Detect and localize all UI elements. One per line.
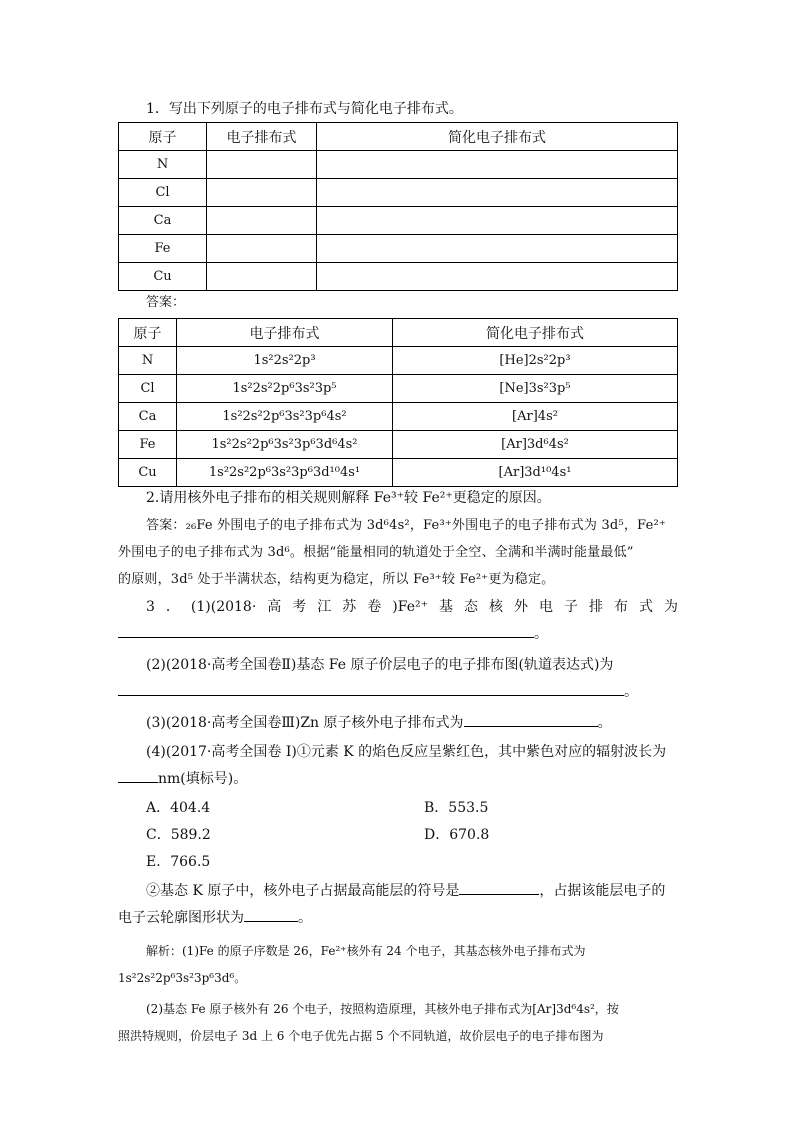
q1-row-cl [119, 179, 678, 207]
q1-blank-cell[interactable] [207, 151, 317, 179]
q3-part5-blank[interactable] [459, 880, 539, 895]
q1-header-atom: 原子 [119, 123, 207, 151]
q3-part4: (4)(2017·高考全国卷 Ⅰ)①元素 K 的焰色反应呈紫红色，其中紫色对应的辐射波长为 [146, 744, 667, 760]
analysis-line-2: 1s²2s²2p⁶3s²3p⁶3d⁶。 [118, 971, 247, 985]
q3-part2-answer-line [118, 679, 678, 706]
option-e[interactable]: E．766.5 [146, 854, 211, 870]
q1-header-row [119, 123, 678, 151]
q1-blank-cell[interactable] [317, 207, 678, 235]
q3-part3-line [118, 710, 678, 737]
option-a[interactable]: A．404.4 [146, 800, 211, 816]
answer-full-config: 1s²2s²2p⁶3s²3p⁶3d⁶4s² [177, 431, 393, 459]
answer-full-config: 1s²2s²2p⁶3s²3p⁶4s² [177, 403, 393, 431]
q3-part1-answer-line [118, 621, 678, 648]
answer-row [119, 459, 678, 487]
q1-prompt: 1．写出下列原子的电子排布式与简化电子排布式。 [146, 101, 463, 117]
q3-part3-end: 。 [597, 715, 612, 731]
q1-header-full: 电子排布式 [207, 123, 317, 151]
answer-short-config: [He]2s²2p³ [393, 347, 678, 375]
q1-blank-cell[interactable] [207, 207, 317, 235]
q1-blank-cell[interactable] [317, 179, 678, 207]
q1-header-short: 简化电子排布式 [317, 123, 678, 151]
answer-full-config: 1s²2s²2p³ [177, 347, 393, 375]
answer-full-config: 1s²2s²2p⁶3s²3p⁶3d¹⁰4s¹ [177, 459, 393, 487]
answer-atom: Fe [119, 431, 177, 459]
option-d[interactable]: D．670.8 [424, 827, 490, 843]
answer-row [119, 403, 678, 431]
q2-answer-line-3: 的原则，3d⁵ 处于半满状态，结构更为稳定，所以 Fe³⁺较 Fe²⁺更为稳定。 [118, 572, 555, 587]
answer-header-row [119, 319, 678, 347]
answer-atom: Ca [119, 403, 177, 431]
q3-part5-line [118, 878, 678, 905]
answer-short-config: [Ar]3d⁶4s² [393, 431, 678, 459]
q1-row-n [119, 151, 678, 179]
q1-atom: Fe [119, 235, 207, 263]
q2-prompt: 2.请用核外电子排布的相关规则解释 Fe³⁺较 Fe²⁺更稳定的原因。 [146, 490, 551, 506]
q3-part1-blank[interactable] [118, 623, 534, 638]
q3-options-row-1 [118, 795, 678, 822]
option-c[interactable]: C．589.2 [146, 827, 211, 843]
q3-part2-blank[interactable] [118, 681, 624, 696]
q1-blank-cell[interactable] [317, 263, 678, 291]
q3-options-row-2 [118, 822, 678, 849]
q1-row-ca [119, 207, 678, 235]
q3-part6-end: 。 [298, 910, 312, 926]
worksheet [118, 96, 678, 1050]
answer-atom: N [119, 347, 177, 375]
analysis-line-3: (2)基态 Fe 原子核外有 26 个电子，按照构造原理，其核外电子排布式为[Ar]3d⁶4s²，按 [146, 1002, 619, 1016]
answer-row [119, 347, 678, 375]
q1-table [118, 122, 678, 291]
answer-full-config: 1s²2s²2p⁶3s²3p⁵ [177, 375, 393, 403]
q3-part4-end: nm(填标号)。 [158, 771, 248, 787]
q3-part2: (2)(2018·高考全国卷Ⅱ)基态 Fe 原子价层电子的电子排布图(轨道表达式)为 [146, 657, 614, 673]
q3-options-row-3 [118, 849, 678, 876]
q3-part6-line [118, 905, 678, 932]
q1-blank-cell[interactable] [317, 235, 678, 263]
q3-part5-cont: ，占据该能层电子的 [539, 883, 666, 899]
analysis-line-4: 照洪特规则，价层电子 3d 上 6 个电子优先占据 5 个不同轨道，故价层电子的电子排布图为 [118, 1029, 604, 1043]
answer-short-config: [Ar]4s² [393, 403, 678, 431]
q3-part2-end: 。 [624, 684, 638, 700]
answer-short-config: [Ar]3d¹⁰4s¹ [393, 459, 678, 487]
answer-atom: Cl [119, 375, 177, 403]
q2-answer-line-1: 答案：₂₆Fe 外围电子的电子排布式为 3d⁶4s²，Fe³⁺外围电子的电子排布式为 3d⁵，Fe²⁺ [146, 518, 666, 533]
answer-row [119, 375, 678, 403]
q1-blank-cell[interactable] [317, 151, 678, 179]
q1-atom: Ca [119, 207, 207, 235]
answer-row [119, 431, 678, 459]
q1-atom: N [119, 151, 207, 179]
q3-part3: (3)(2018·高考全国卷Ⅲ)Zn 原子核外电子排布式为 [146, 715, 464, 731]
q3-part5: ②基态 K 原子中，核外电子占据最高能层的符号是 [146, 883, 460, 899]
q1-row-cu [119, 263, 678, 291]
answer-label: 答案： [146, 295, 186, 310]
q3-part1: 3．(1)(2018·高考江苏卷)Fe²⁺基态核外电子排布式为 [146, 599, 678, 615]
answer-header-full: 电子排布式 [177, 319, 393, 347]
q3-part3-blank[interactable] [464, 712, 598, 727]
q1-blank-cell[interactable] [207, 179, 317, 207]
q3-part4-answer-line [118, 766, 678, 793]
q3-part6-blank[interactable] [244, 907, 298, 922]
q1-row-fe [119, 235, 678, 263]
q3-part4-blank[interactable] [118, 768, 158, 783]
q1-blank-cell[interactable] [207, 235, 317, 263]
answer-short-config: [Ne]3s²3p⁵ [393, 375, 678, 403]
analysis-line-1: 解析：(1)Fe 的原子序数是 26，Fe²⁺核外有 24 个电子，其基态核外电子排布式为 [146, 944, 586, 958]
answer-header-atom: 原子 [119, 319, 177, 347]
q1-blank-cell[interactable] [207, 263, 317, 291]
q1-atom: Cu [119, 263, 207, 291]
q3-part1-end: 。 [534, 626, 548, 642]
answer-atom: Cu [119, 459, 177, 487]
q3-part6: 电子云轮廓图形状为 [118, 910, 244, 926]
option-b[interactable]: B．553.5 [424, 800, 489, 816]
q2-answer-line-2: 外围电子的电子排布式为 3d⁶。根据“能量相同的轨道处于全空、全满和半满时能量最低” [118, 545, 634, 560]
answer-header-short: 简化电子排布式 [393, 319, 678, 347]
answer-table [118, 318, 678, 487]
q1-atom: Cl [119, 179, 207, 207]
